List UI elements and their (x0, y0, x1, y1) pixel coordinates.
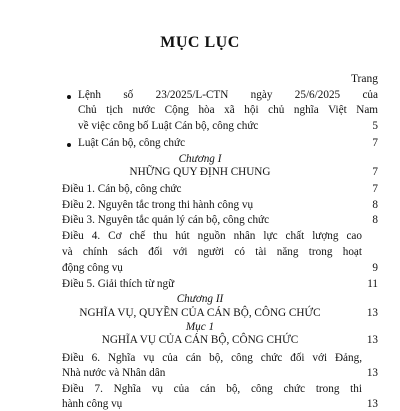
toc-page-number: 13 (366, 398, 378, 410)
toc-page-number: 5 (372, 120, 378, 132)
bullet-icon (67, 143, 71, 147)
toc-page-number: 8 (372, 199, 378, 211)
toc-page-number: 7 (372, 137, 378, 149)
section-title[interactable]: NGHĨA VỤ CỦA CÁN BỘ, CÔNG CHỨC (101, 334, 299, 346)
toc-entry-dieu7-line1[interactable]: Điều 7. Nghĩa vụ của cán bộ, công chức trong thi (62, 383, 362, 395)
chapter-label: Chương I (178, 153, 222, 165)
toc-page-number: 8 (372, 214, 378, 226)
chapter-title[interactable]: NHỮNG QUY ĐỊNH CHUNG (129, 166, 271, 178)
toc-entry-dieu4-line3[interactable]: động công vụ (62, 262, 123, 274)
toc-page-number: 13 (366, 307, 378, 319)
page-column-header: Trang (350, 73, 378, 85)
toc-page-number: 7 (372, 166, 378, 178)
chapter-title[interactable]: NGHĨA VỤ, QUYỀN CỦA CÁN BỘ, CÔNG CHỨC (79, 307, 321, 319)
toc-entry-lenh-line2[interactable]: Chủ tịch nước Cộng hòa xã hội chủ nghĩa Việt Nam (78, 104, 378, 116)
toc-entry-dieu4-line2[interactable]: và chính sách đối với người có tài năng trong hoạt (62, 246, 362, 258)
toc-entry-luat[interactable]: Luật Cán bộ, công chức (78, 137, 186, 149)
toc-entry-dieu4-line1[interactable]: Điều 4. Cơ chế thu hút nguồn nhân lực chất lượng cao (62, 230, 362, 242)
toc-entry-dieu1[interactable]: Điều 1. Cán bộ, công chức (62, 183, 182, 195)
toc-entry-lenh-line1[interactable]: Lệnh số 23/2025/L-CTN ngày 25/6/2025 của (78, 89, 378, 101)
toc-page-number: 7 (372, 183, 378, 195)
toc-page-number: 9 (372, 262, 378, 274)
toc-entry-dieu7-line2[interactable]: hành công vụ (62, 398, 123, 410)
page-title: MỤC LỤC (160, 34, 240, 51)
toc-entry-dieu6-line2[interactable]: Nhà nước và Nhân dân (62, 367, 166, 379)
toc-entry-dieu5[interactable]: Điều 5. Giải thích từ ngữ (62, 278, 175, 290)
section-label: Mục 1 (185, 321, 215, 333)
toc-page-number: 13 (366, 334, 378, 346)
toc-entry-dieu6-line1[interactable]: Điều 6. Nghĩa vụ của cán bộ, công chức đối với Đảng, (62, 352, 362, 364)
toc-page-number: 11 (367, 278, 378, 290)
bullet-icon (67, 95, 71, 99)
toc-entry-dieu3[interactable]: Điều 3. Nguyên tắc quản lý cán bộ, công chức (62, 214, 270, 226)
toc-page-number: 13 (366, 367, 378, 379)
toc-entry-dieu2[interactable]: Điều 2. Nguyên tắc trong thi hành công vụ (62, 199, 254, 211)
chapter-label: Chương II (176, 293, 224, 305)
toc-entry-lenh-line3[interactable]: về việc công bố Luật Cán bộ, công chức (78, 120, 259, 132)
